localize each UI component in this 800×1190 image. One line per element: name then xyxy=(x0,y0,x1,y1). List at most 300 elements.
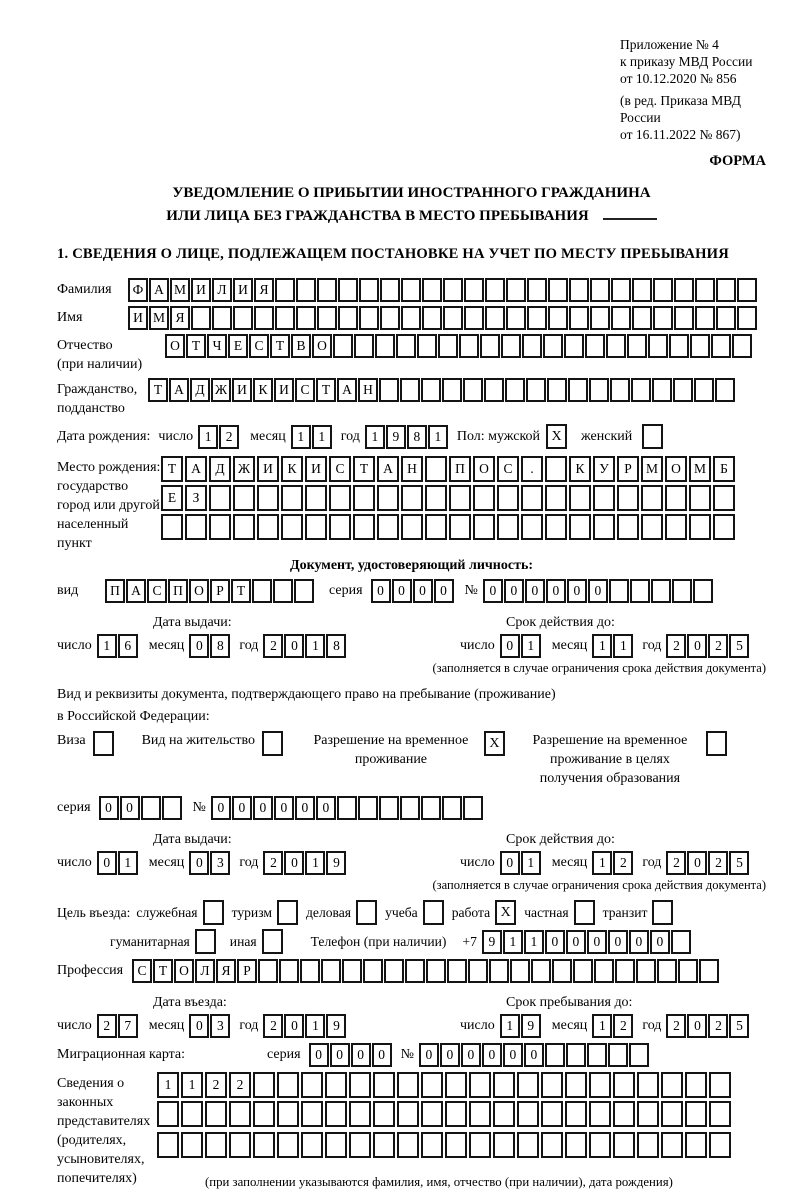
form-cell[interactable] xyxy=(587,1043,607,1067)
form-cell[interactable]: К xyxy=(253,378,273,402)
form-cell[interactable] xyxy=(637,1132,659,1158)
form-cell[interactable] xyxy=(229,1132,251,1158)
form-cell[interactable] xyxy=(417,334,437,358)
form-cell[interactable] xyxy=(517,1101,539,1127)
form-cell[interactable] xyxy=(397,1132,419,1158)
form-cell[interactable]: 1 xyxy=(305,634,325,658)
form-cell[interactable] xyxy=(275,306,295,330)
form-cell[interactable] xyxy=(421,1132,443,1158)
form-cell[interactable] xyxy=(510,959,530,983)
form-cell[interactable] xyxy=(565,1072,587,1098)
form-cell[interactable]: С xyxy=(249,334,269,358)
purpose-humanitarian-checkbox[interactable] xyxy=(195,929,216,954)
form-cell[interactable]: 2 xyxy=(708,634,728,658)
form-cell[interactable] xyxy=(685,1132,707,1158)
form-cell[interactable]: И xyxy=(191,278,211,302)
form-cell[interactable]: 2 xyxy=(263,1014,283,1038)
form-cell[interactable] xyxy=(401,485,423,511)
form-cell[interactable]: 8 xyxy=(210,634,230,658)
form-cell[interactable]: 0 xyxy=(295,796,315,820)
form-cell[interactable]: А xyxy=(377,456,399,482)
form-cell[interactable]: М xyxy=(149,306,169,330)
form-cell[interactable]: 0 xyxy=(274,796,294,820)
form-cell[interactable] xyxy=(689,485,711,511)
form-cell[interactable]: 0 xyxy=(372,1043,392,1067)
form-cell[interactable] xyxy=(493,1101,515,1127)
form-cell[interactable] xyxy=(732,334,752,358)
form-cell[interactable] xyxy=(449,514,471,540)
form-cell[interactable] xyxy=(305,485,327,511)
form-cell[interactable]: 0 xyxy=(316,796,336,820)
form-cell[interactable] xyxy=(229,1101,251,1127)
form-cell[interactable] xyxy=(425,456,447,482)
form-cell[interactable] xyxy=(317,278,337,302)
form-cell[interactable]: 0 xyxy=(232,796,252,820)
form-cell[interactable] xyxy=(517,1072,539,1098)
form-cell[interactable] xyxy=(589,1101,611,1127)
form-cell[interactable]: 0 xyxy=(687,851,707,875)
form-cell[interactable] xyxy=(442,796,462,820)
form-cell[interactable] xyxy=(669,334,689,358)
form-cell[interactable] xyxy=(337,796,357,820)
form-cell[interactable]: Т xyxy=(148,378,168,402)
form-cell[interactable]: И xyxy=(257,456,279,482)
form-cell[interactable]: О xyxy=(189,579,209,603)
form-cell[interactable] xyxy=(191,306,211,330)
form-cell[interactable] xyxy=(526,378,546,402)
form-cell[interactable]: 0 xyxy=(500,634,520,658)
form-cell[interactable] xyxy=(541,1132,563,1158)
form-cell[interactable]: П xyxy=(168,579,188,603)
form-cell[interactable] xyxy=(375,334,395,358)
form-cell[interactable] xyxy=(653,306,673,330)
form-cell[interactable] xyxy=(300,959,320,983)
form-cell[interactable] xyxy=(716,278,736,302)
form-cell[interactable] xyxy=(253,1072,275,1098)
form-cell[interactable]: С xyxy=(329,456,351,482)
form-cell[interactable] xyxy=(501,334,521,358)
form-cell[interactable] xyxy=(565,1132,587,1158)
form-cell[interactable]: З xyxy=(185,485,207,511)
form-cell[interactable]: 2 xyxy=(666,634,686,658)
form-cell[interactable] xyxy=(469,1072,491,1098)
form-cell[interactable]: Н xyxy=(358,378,378,402)
form-cell[interactable]: 0 xyxy=(545,930,565,954)
form-cell[interactable]: А xyxy=(337,378,357,402)
form-cell[interactable]: 9 xyxy=(482,930,502,954)
form-cell[interactable] xyxy=(545,1043,565,1067)
form-cell[interactable]: Т xyxy=(231,579,251,603)
form-cell[interactable] xyxy=(505,378,525,402)
form-cell[interactable]: 3 xyxy=(210,1014,230,1038)
form-cell[interactable] xyxy=(480,334,500,358)
form-cell[interactable] xyxy=(464,306,484,330)
form-cell[interactable] xyxy=(641,485,663,511)
form-cell[interactable]: М xyxy=(689,456,711,482)
form-cell[interactable]: 5 xyxy=(729,851,749,875)
form-cell[interactable] xyxy=(273,579,293,603)
form-cell[interactable] xyxy=(443,306,463,330)
form-cell[interactable] xyxy=(157,1132,179,1158)
form-cell[interactable] xyxy=(661,1072,683,1098)
form-cell[interactable] xyxy=(661,1101,683,1127)
form-cell[interactable] xyxy=(358,796,378,820)
form-cell[interactable]: 2 xyxy=(219,425,239,449)
form-cell[interactable] xyxy=(632,278,652,302)
form-cell[interactable] xyxy=(349,1101,371,1127)
form-cell[interactable] xyxy=(737,306,757,330)
form-cell[interactable] xyxy=(699,959,719,983)
form-cell[interactable] xyxy=(445,1072,467,1098)
form-cell[interactable]: П xyxy=(449,456,471,482)
form-cell[interactable] xyxy=(463,378,483,402)
form-cell[interactable]: 1 xyxy=(365,425,385,449)
form-cell[interactable] xyxy=(421,1101,443,1127)
form-cell[interactable] xyxy=(617,485,639,511)
form-cell[interactable]: И xyxy=(305,456,327,482)
residence-permit-checkbox[interactable] xyxy=(262,731,283,756)
sex-female-checkbox[interactable] xyxy=(642,424,663,449)
form-cell[interactable]: 2 xyxy=(613,851,633,875)
form-cell[interactable]: 0 xyxy=(253,796,273,820)
form-cell[interactable]: 9 xyxy=(521,1014,541,1038)
sex-male-checkbox[interactable]: X xyxy=(546,424,567,449)
form-cell[interactable] xyxy=(141,796,161,820)
form-cell[interactable] xyxy=(709,1101,731,1127)
form-cell[interactable] xyxy=(613,1101,635,1127)
form-cell[interactable]: 0 xyxy=(525,579,545,603)
form-cell[interactable]: Т xyxy=(353,456,375,482)
form-cell[interactable] xyxy=(569,278,589,302)
form-cell[interactable] xyxy=(162,796,182,820)
form-cell[interactable] xyxy=(527,278,547,302)
form-cell[interactable] xyxy=(594,959,614,983)
form-cell[interactable]: К xyxy=(281,456,303,482)
form-cell[interactable] xyxy=(485,306,505,330)
form-cell[interactable] xyxy=(380,306,400,330)
purpose-tourism-checkbox[interactable] xyxy=(277,900,298,925)
form-cell[interactable] xyxy=(695,278,715,302)
form-cell[interactable]: 1 xyxy=(312,425,332,449)
form-cell[interactable] xyxy=(651,579,671,603)
form-cell[interactable] xyxy=(690,334,710,358)
form-cell[interactable] xyxy=(157,1101,179,1127)
form-cell[interactable]: 1 xyxy=(198,425,218,449)
form-cell[interactable] xyxy=(257,514,279,540)
form-cell[interactable] xyxy=(545,485,567,511)
form-cell[interactable] xyxy=(521,514,543,540)
form-cell[interactable] xyxy=(181,1132,203,1158)
form-cell[interactable] xyxy=(209,514,231,540)
form-cell[interactable] xyxy=(564,334,584,358)
form-cell[interactable] xyxy=(484,378,504,402)
form-cell[interactable] xyxy=(590,306,610,330)
form-cell[interactable] xyxy=(569,306,589,330)
form-cell[interactable]: 0 xyxy=(650,930,670,954)
form-cell[interactable] xyxy=(296,306,316,330)
form-cell[interactable] xyxy=(377,514,399,540)
form-cell[interactable]: Р xyxy=(617,456,639,482)
form-cell[interactable]: 1 xyxy=(521,634,541,658)
form-cell[interactable] xyxy=(685,1101,707,1127)
form-cell[interactable] xyxy=(485,278,505,302)
form-cell[interactable] xyxy=(632,306,652,330)
form-cell[interactable]: 2 xyxy=(666,851,686,875)
form-cell[interactable] xyxy=(359,278,379,302)
form-cell[interactable]: Р xyxy=(210,579,230,603)
form-cell[interactable]: 0 xyxy=(97,851,117,875)
purpose-study-checkbox[interactable] xyxy=(423,900,444,925)
form-cell[interactable] xyxy=(593,514,615,540)
form-cell[interactable]: А xyxy=(149,278,169,302)
form-cell[interactable]: 2 xyxy=(263,634,283,658)
form-cell[interactable] xyxy=(694,378,714,402)
form-cell[interactable]: Д xyxy=(209,456,231,482)
purpose-other-checkbox[interactable] xyxy=(262,929,283,954)
form-cell[interactable] xyxy=(396,334,416,358)
form-cell[interactable] xyxy=(301,1132,323,1158)
form-cell[interactable] xyxy=(674,278,694,302)
form-cell[interactable] xyxy=(349,1072,371,1098)
form-cell[interactable] xyxy=(641,514,663,540)
form-cell[interactable] xyxy=(373,1101,395,1127)
form-cell[interactable] xyxy=(181,1101,203,1127)
form-cell[interactable] xyxy=(473,514,495,540)
form-cell[interactable]: А xyxy=(169,378,189,402)
form-cell[interactable]: Т xyxy=(270,334,290,358)
form-cell[interactable] xyxy=(590,278,610,302)
form-cell[interactable] xyxy=(541,1072,563,1098)
form-cell[interactable] xyxy=(569,485,591,511)
form-cell[interactable] xyxy=(445,1132,467,1158)
form-cell[interactable]: Е xyxy=(228,334,248,358)
form-cell[interactable]: О xyxy=(665,456,687,482)
form-cell[interactable] xyxy=(711,334,731,358)
form-cell[interactable]: 0 xyxy=(500,851,520,875)
form-cell[interactable] xyxy=(277,1072,299,1098)
form-cell[interactable] xyxy=(573,959,593,983)
form-cell[interactable] xyxy=(545,514,567,540)
form-cell[interactable] xyxy=(209,485,231,511)
form-cell[interactable]: 0 xyxy=(413,579,433,603)
form-cell[interactable]: 0 xyxy=(566,930,586,954)
form-cell[interactable] xyxy=(611,278,631,302)
form-cell[interactable]: М xyxy=(641,456,663,482)
form-cell[interactable]: Л xyxy=(212,278,232,302)
form-cell[interactable] xyxy=(301,1072,323,1098)
form-cell[interactable] xyxy=(689,514,711,540)
form-cell[interactable] xyxy=(185,514,207,540)
form-cell[interactable] xyxy=(257,485,279,511)
form-cell[interactable] xyxy=(713,485,735,511)
form-cell[interactable] xyxy=(629,1043,649,1067)
form-cell[interactable]: М xyxy=(170,278,190,302)
form-cell[interactable]: 9 xyxy=(326,851,346,875)
form-cell[interactable] xyxy=(443,278,463,302)
form-cell[interactable] xyxy=(325,1101,347,1127)
form-cell[interactable] xyxy=(301,1101,323,1127)
form-cell[interactable] xyxy=(447,959,467,983)
form-cell[interactable]: 2 xyxy=(613,1014,633,1038)
form-cell[interactable] xyxy=(585,334,605,358)
form-cell[interactable] xyxy=(275,278,295,302)
form-cell[interactable] xyxy=(547,378,567,402)
form-cell[interactable] xyxy=(506,306,526,330)
form-cell[interactable]: 0 xyxy=(371,579,391,603)
form-cell[interactable] xyxy=(674,306,694,330)
form-cell[interactable] xyxy=(653,278,673,302)
form-cell[interactable]: Ч xyxy=(207,334,227,358)
form-cell[interactable]: Л xyxy=(195,959,215,983)
form-cell[interactable]: 0 xyxy=(440,1043,460,1067)
form-cell[interactable] xyxy=(497,514,519,540)
form-cell[interactable] xyxy=(205,1132,227,1158)
form-cell[interactable]: 0 xyxy=(567,579,587,603)
form-cell[interactable] xyxy=(589,1072,611,1098)
form-cell[interactable] xyxy=(459,334,479,358)
form-cell[interactable] xyxy=(715,378,735,402)
form-cell[interactable]: 0 xyxy=(309,1043,329,1067)
form-cell[interactable] xyxy=(426,959,446,983)
form-cell[interactable] xyxy=(329,514,351,540)
form-cell[interactable] xyxy=(716,306,736,330)
form-cell[interactable] xyxy=(421,1072,443,1098)
form-cell[interactable] xyxy=(463,796,483,820)
form-cell[interactable]: 0 xyxy=(284,634,304,658)
form-cell[interactable] xyxy=(648,334,668,358)
form-cell[interactable] xyxy=(253,1101,275,1127)
form-cell[interactable] xyxy=(425,485,447,511)
form-cell[interactable] xyxy=(233,514,255,540)
form-cell[interactable] xyxy=(630,579,650,603)
form-cell[interactable] xyxy=(353,514,375,540)
form-cell[interactable] xyxy=(329,485,351,511)
form-cell[interactable] xyxy=(445,1101,467,1127)
form-cell[interactable]: 0 xyxy=(419,1043,439,1067)
form-cell[interactable] xyxy=(627,334,647,358)
purpose-business-checkbox[interactable] xyxy=(356,900,377,925)
form-cell[interactable] xyxy=(565,1101,587,1127)
form-cell[interactable]: 0 xyxy=(524,1043,544,1067)
form-cell[interactable]: Ж xyxy=(211,378,231,402)
form-cell[interactable]: 7 xyxy=(118,1014,138,1038)
form-cell[interactable]: О xyxy=(473,456,495,482)
form-cell[interactable]: П xyxy=(105,579,125,603)
form-cell[interactable] xyxy=(333,334,353,358)
form-cell[interactable]: 5 xyxy=(729,1014,749,1038)
form-cell[interactable] xyxy=(281,485,303,511)
form-cell[interactable] xyxy=(521,485,543,511)
purpose-work-checkbox[interactable]: X xyxy=(495,900,516,925)
form-cell[interactable] xyxy=(613,1072,635,1098)
form-cell[interactable] xyxy=(661,1132,683,1158)
form-cell[interactable]: Ж xyxy=(233,456,255,482)
form-cell[interactable] xyxy=(543,334,563,358)
form-cell[interactable] xyxy=(254,306,274,330)
form-cell[interactable] xyxy=(657,959,677,983)
form-cell[interactable] xyxy=(671,930,691,954)
form-cell[interactable]: А xyxy=(185,456,207,482)
form-cell[interactable]: 0 xyxy=(392,579,412,603)
form-cell[interactable]: 5 xyxy=(729,634,749,658)
form-cell[interactable]: 1 xyxy=(592,1014,612,1038)
form-cell[interactable]: И xyxy=(233,278,253,302)
form-cell[interactable]: 0 xyxy=(120,796,140,820)
form-cell[interactable]: 2 xyxy=(708,1014,728,1038)
form-cell[interactable]: 1 xyxy=(97,634,117,658)
form-cell[interactable] xyxy=(401,514,423,540)
form-cell[interactable]: 1 xyxy=(592,634,612,658)
form-cell[interactable]: О xyxy=(174,959,194,983)
form-cell[interactable]: Я xyxy=(216,959,236,983)
form-cell[interactable] xyxy=(493,1132,515,1158)
form-cell[interactable] xyxy=(589,378,609,402)
form-cell[interactable] xyxy=(422,306,442,330)
form-cell[interactable] xyxy=(737,278,757,302)
form-cell[interactable] xyxy=(233,485,255,511)
form-cell[interactable] xyxy=(636,959,656,983)
form-cell[interactable] xyxy=(473,485,495,511)
form-cell[interactable] xyxy=(709,1072,731,1098)
form-cell[interactable] xyxy=(569,514,591,540)
form-cell[interactable]: 2 xyxy=(263,851,283,875)
form-cell[interactable] xyxy=(552,959,572,983)
form-cell[interactable]: И xyxy=(232,378,252,402)
form-cell[interactable] xyxy=(401,278,421,302)
form-cell[interactable]: 1 xyxy=(118,851,138,875)
form-cell[interactable] xyxy=(665,485,687,511)
form-cell[interactable] xyxy=(338,278,358,302)
form-cell[interactable] xyxy=(613,1132,635,1158)
form-cell[interactable] xyxy=(615,959,635,983)
form-cell[interactable]: С xyxy=(497,456,519,482)
form-cell[interactable]: 1 xyxy=(613,634,633,658)
form-cell[interactable]: 0 xyxy=(330,1043,350,1067)
form-cell[interactable] xyxy=(593,485,615,511)
form-cell[interactable] xyxy=(469,1132,491,1158)
form-cell[interactable]: Р xyxy=(237,959,257,983)
form-cell[interactable]: 1 xyxy=(503,930,523,954)
form-cell[interactable] xyxy=(380,278,400,302)
form-cell[interactable]: 9 xyxy=(326,1014,346,1038)
form-cell[interactable] xyxy=(321,959,341,983)
form-cell[interactable]: 8 xyxy=(326,634,346,658)
form-cell[interactable]: 0 xyxy=(189,634,209,658)
form-cell[interactable] xyxy=(678,959,698,983)
form-cell[interactable] xyxy=(506,278,526,302)
form-cell[interactable]: 0 xyxy=(482,1043,502,1067)
form-cell[interactable] xyxy=(205,1101,227,1127)
form-cell[interactable] xyxy=(405,959,425,983)
form-cell[interactable]: Б xyxy=(713,456,735,482)
form-cell[interactable] xyxy=(379,796,399,820)
form-cell[interactable]: 0 xyxy=(504,579,524,603)
visa-checkbox[interactable] xyxy=(93,731,114,756)
form-cell[interactable]: 0 xyxy=(629,930,649,954)
form-cell[interactable] xyxy=(161,514,183,540)
form-cell[interactable] xyxy=(279,959,299,983)
form-cell[interactable]: Т xyxy=(186,334,206,358)
form-cell[interactable] xyxy=(342,959,362,983)
form-cell[interactable] xyxy=(359,306,379,330)
form-cell[interactable]: 2 xyxy=(97,1014,117,1038)
form-cell[interactable] xyxy=(397,1101,419,1127)
form-cell[interactable] xyxy=(469,1101,491,1127)
form-cell[interactable]: Е xyxy=(161,485,183,511)
form-cell[interactable] xyxy=(258,959,278,983)
purpose-private-checkbox[interactable] xyxy=(574,900,595,925)
form-cell[interactable]: Ф xyxy=(128,278,148,302)
